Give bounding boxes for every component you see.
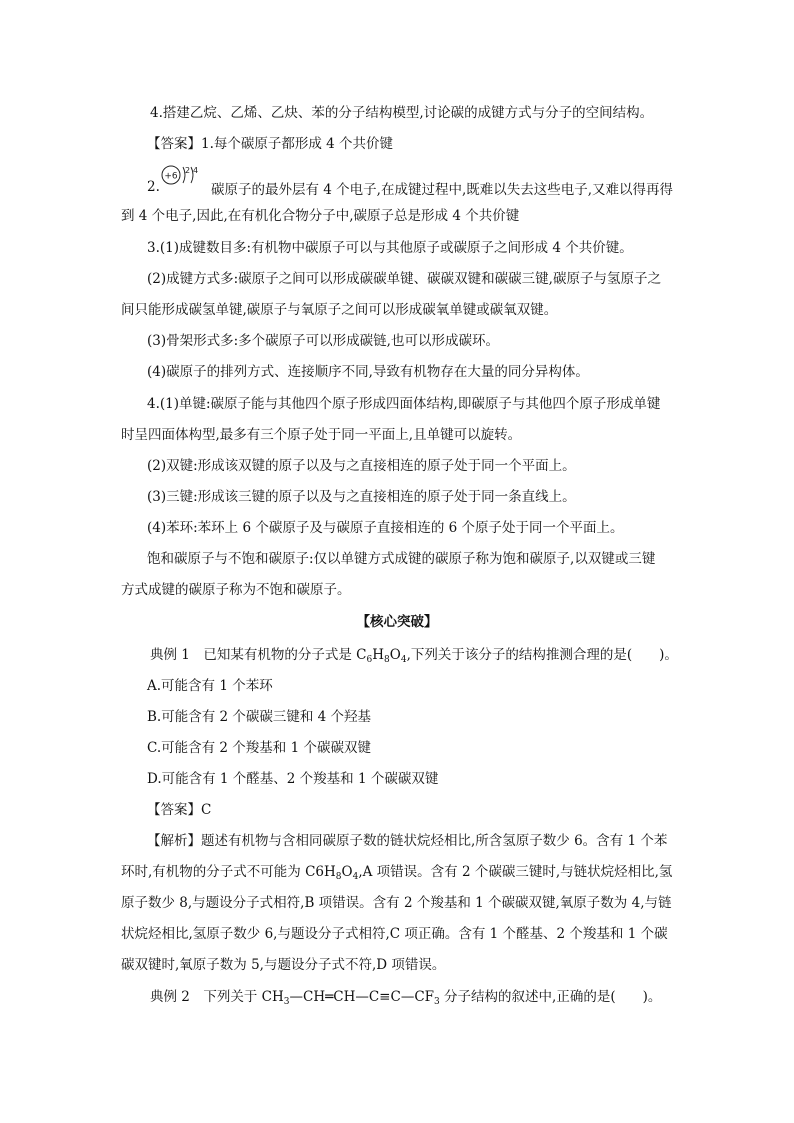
- example-1-question: 典例 1 已知某有机物的分子式是 $C_6H_8O_4$,下列关于该分子的结构推测合理的是( )。: [150, 647, 678, 665]
- svg-text:4: 4: [193, 166, 199, 175]
- option-b: B.可能含有 2 个碳碳三键和 4 个羟基: [147, 709, 372, 725]
- answer-4-3: (3)三键:形成该三键的原子以及与之直接相连的原子处于同一条直线上。: [147, 489, 576, 505]
- answer-3-3: (3)骨架形式多:多个碳原子可以形成碳链,也可以形成碳环。: [147, 333, 499, 349]
- explanation-line-b: 环时,有机物的分子式不可能为 $C6H_8O_4,A$ 项错误。含有 2 个碳碳三键时,与链状烷烃相比,氢: [121, 864, 673, 882]
- question-4: 4.搭建乙烷、乙烯、乙炔、苯的分子结构模型,讨论碳的成键方式与分子的空间结构。: [150, 105, 654, 121]
- option-c: C.可能含有 2 个羧基和 1 个碳碳双键: [147, 740, 371, 756]
- answer-2-line-b: 到 4 个电子,因此,在有机化合物分子中,碳原子总是形成 4 个共价键: [121, 208, 520, 224]
- answer-4-4: (4)苯环:苯环上 6 个碳原子及与碳原子直接相连的 6 个原子处于同一个平面上。: [147, 520, 624, 536]
- explanation-line-c: 原子数少 8,与题设分子式相符,B 项错误。含有 2 个羧基和 1 个碳碳双键,氧原子数为 4,与链: [121, 895, 672, 911]
- answer-2-line-a: 碳原子的最外层有 4 个电子,在成键过程中,既难以失去这些电子,又难以得再得: [211, 182, 674, 198]
- svg-text:2: 2: [185, 166, 191, 175]
- option-d: D.可能含有 1 个醛基、2 个羧基和 1 个碳碳双键: [147, 771, 439, 787]
- answer-4-1a: 4.(1)单键:碳原子能与其他四个原子形成四面体结构,即碳原子与其他四个原子形成单键: [147, 396, 661, 412]
- answer-3-2b: 间只能形成碳氢单键,碳原子与氧原子之间可以形成碳氧单键或碳氧双键。: [121, 302, 558, 318]
- example-1-answer: 【答案】C: [147, 802, 212, 818]
- answer-line-1: 【答案】1.每个碳原子都形成 4 个共价键: [147, 136, 394, 152]
- option-a: A.可能含有 1 个苯环: [147, 678, 273, 694]
- answer-2-number: 2.: [147, 179, 160, 195]
- example-2-question: 典例 2 下列关于 $CH_3—CH═CH—C\equiv C—CF_3$ 分子结构的叙述中,正确的是( )。: [150, 989, 662, 1007]
- answer-4-1b: 时呈四面体构型,最多有三个原子处于同一平面上,且单键可以旋转。: [121, 427, 522, 443]
- answer-4-2: (2)双键:形成该双键的原子以及与之直接相连的原子处于同一个平面上。: [147, 458, 576, 474]
- saturation-line-b: 方式成键的碳原子称为不饱和碳原子。: [121, 582, 351, 598]
- answer-3-4: (4)碳原子的排列方式、连接顺序不同,导致有机物存在大量的同分异构体。: [147, 364, 589, 380]
- explanation-line-e: 碳双键时,氧原子数为 5,与题设分子式不符,D 项错误。: [121, 957, 446, 973]
- answer-3-2a: (2)成键方式多:碳原子之间可以形成碳碳单键、碳碳双键和碳碳三键,碳原子与氢原子之: [147, 271, 661, 287]
- answer-3-1: 3.(1)成键数目多:有机物中碳原子可以与其他原子或碳原子之间形成 4 个共价键。: [147, 240, 633, 256]
- explanation-line-a: 【解析】题述有机物与含相同碳原子数的链状烷烃相比,所含氢原子数少 6。含有 1 个苯: [147, 833, 668, 849]
- saturation-line-a: 饱和碳原子与不饱和碳原子:仅以单键方式成键的碳原子称为饱和碳原子,以双键或三键: [147, 551, 656, 567]
- explanation-line-d: 状烷烃相比,氢原子数少 6,与题设分子式相符,C 项正确。含有 1 个醛基、2 个羧基和 1 个碳: [121, 926, 668, 942]
- answer-label: 【答案】: [147, 136, 201, 152]
- section-title: 【核心突破】: [356, 614, 438, 630]
- atom-core-label: +6: [164, 171, 178, 182]
